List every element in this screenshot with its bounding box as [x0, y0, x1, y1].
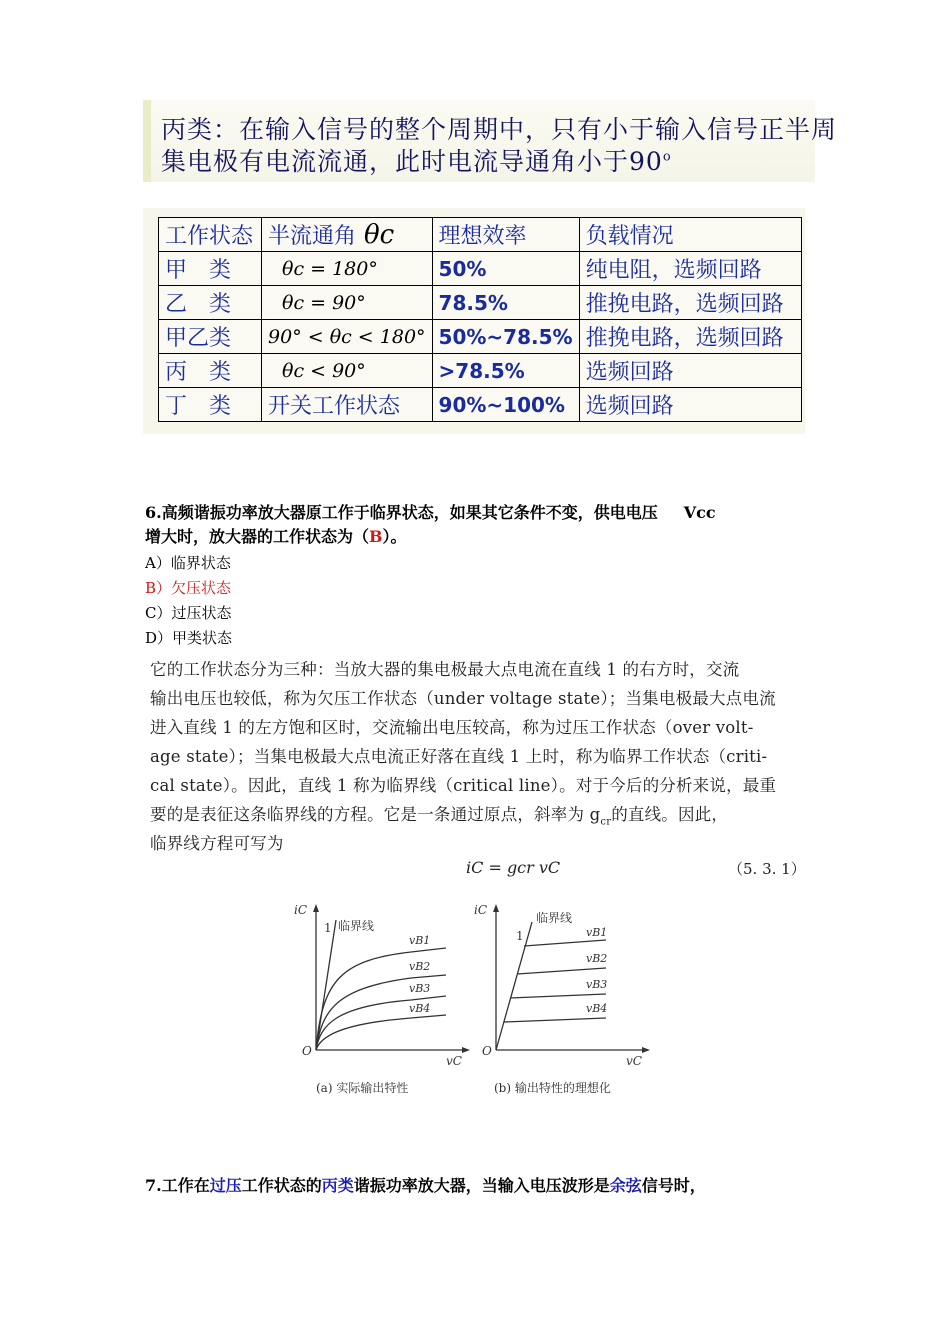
fig-a-caption: (a) 实际输出特性: [316, 1081, 409, 1095]
fig-b-curve-label: vB2: [586, 952, 608, 965]
keyword-cosine: 余弦: [609, 1176, 642, 1195]
table-row: [159, 320, 802, 354]
fig-b-curve-label: vB1: [586, 926, 608, 939]
question-6-line-2: 增大时，放大器的工作状态为（B）。: [145, 527, 407, 546]
fig-a-origin: O: [302, 1044, 312, 1058]
fig-b-curve-label: vB4: [586, 1002, 608, 1015]
fig-a-curve-label: vB4: [409, 1002, 431, 1015]
fig-a-curve-label: vB1: [409, 934, 431, 947]
cell-efficiency: 50%~78.5%: [432, 320, 579, 354]
book-line-7: 临界线方程可写为: [150, 834, 284, 853]
cell-load: 选频回路: [579, 354, 801, 388]
option-a: A）临界状态: [145, 554, 231, 572]
fig-a-y-label: iC: [294, 903, 308, 917]
cell-efficiency: >78.5%: [432, 354, 579, 388]
cell-load: 选频回路: [579, 388, 801, 422]
book-line-2: 输出电压也较低，称为欠压工作状态（under voltage state）；当集电极最大点电流: [150, 689, 776, 708]
fig-b-origin: O: [482, 1044, 492, 1058]
question-7-line-1: 7.工作在过压工作状态的丙类谐振功率放大器，当输入电压波形是余弦信号时，: [145, 1176, 706, 1195]
banner-line-2: 集电极有电流流通，此时电流导通角小于90$^o$: [161, 147, 672, 176]
fig-a-curve-label: vB3: [409, 982, 431, 995]
fig-b-curve-label: vB3: [586, 978, 608, 991]
header-efficiency: 理想效率: [432, 218, 579, 252]
question-6-answer: B: [369, 527, 383, 546]
amplifier-class-table: [158, 217, 802, 422]
fig-b-y-label: iC: [474, 903, 488, 917]
book-line-5: cal state）。因此，直线 1 称为临界线（critical line）。对于今后的分析来说，最重: [150, 776, 777, 795]
option-d: D）甲类状态: [145, 629, 233, 647]
cell-angle: θc = 90°: [262, 286, 433, 320]
cell-efficiency: 90%~100%: [432, 388, 579, 422]
cell-state: 甲乙类: [159, 320, 262, 354]
option-c: C）过压状态: [145, 604, 232, 622]
cell-angle: θc < 90°: [262, 354, 433, 388]
keyword-class-c: 丙类: [321, 1176, 354, 1195]
amplifier-class-table-panel: [143, 208, 805, 434]
table-row: [159, 252, 802, 286]
cell-load: 纯电阻，选频回路: [579, 252, 801, 286]
cell-angle: 90° < θc < 180°: [262, 320, 433, 354]
theta-c-symbol: θc: [364, 220, 395, 250]
fig-b-caption: (b) 输出特性的理想化: [494, 1081, 611, 1095]
cell-angle: θc = 180°: [262, 252, 433, 286]
book-line-3: 进入直线 1 的左方饱和区时，交流输出电压较高，称为过压工作状态（over volt-: [150, 718, 754, 737]
textbook-excerpt: [148, 650, 806, 1120]
table-row: [159, 286, 802, 320]
banner-line-1: 丙类：在输入信号的整个周期中，只有小于输入信号正半周: [161, 115, 838, 144]
keyword-overvoltage: 过压: [209, 1176, 242, 1195]
header-state: 工作状态: [159, 218, 262, 252]
table-header-row: [159, 218, 802, 252]
fig-b-x-label: vC: [626, 1054, 642, 1068]
header-load: 负载情况: [579, 218, 801, 252]
cell-state: 丁 类: [159, 388, 262, 422]
cell-state: 丙 类: [159, 354, 262, 388]
question-6-line-1: 6.高频谐振功率放大器原工作于临界状态，如果其它条件不变，供电电压 Vcc: [145, 503, 716, 522]
cell-state: 甲 类: [159, 252, 262, 286]
table-row: [159, 388, 802, 422]
equation-number: （5. 3. 1）: [728, 860, 806, 878]
fig-a-line-number: 1: [324, 921, 332, 935]
fig-b-line-number: 1: [516, 929, 524, 943]
fig-a-curve-label: vB2: [409, 960, 431, 973]
critical-line-equation: iC = gcr vC: [466, 858, 561, 877]
cell-efficiency: 50%: [432, 252, 579, 286]
cell-state: 乙 类: [159, 286, 262, 320]
fig-a-x-label: vC: [446, 1054, 462, 1068]
header-angle: 半流通角 θc: [262, 218, 433, 252]
figure-b-idealized-output: [466, 900, 676, 1100]
cell-angle: 开关工作状态: [262, 388, 433, 422]
cell-load: 推挽电路，选频回路: [579, 320, 801, 354]
fig-b-critical-line-label: 临界线: [536, 911, 573, 925]
table-row: [159, 354, 802, 388]
book-line-4: age state）；当集电极最大点电流正好落在直线 1 上时，称为临界工作状态（criti-: [150, 747, 768, 766]
option-b: B）欠压状态: [145, 579, 232, 597]
cell-load: 推挽电路，选频回路: [579, 286, 801, 320]
book-line-6: 要的是表征这条临界线的方程。它是一条通过原点，斜率为 $g_{cr}$的直线。因此，: [150, 805, 729, 828]
figure-a-actual-output: [286, 900, 496, 1100]
cell-efficiency: 78.5%: [432, 286, 579, 320]
fig-a-critical-line-label: 临界线: [338, 919, 375, 933]
book-line-1: 它的工作状态分为三种：当放大器的集电极最大点电流在直线 1 的右方时，交流: [150, 660, 740, 679]
slide-banner: [143, 100, 838, 182]
